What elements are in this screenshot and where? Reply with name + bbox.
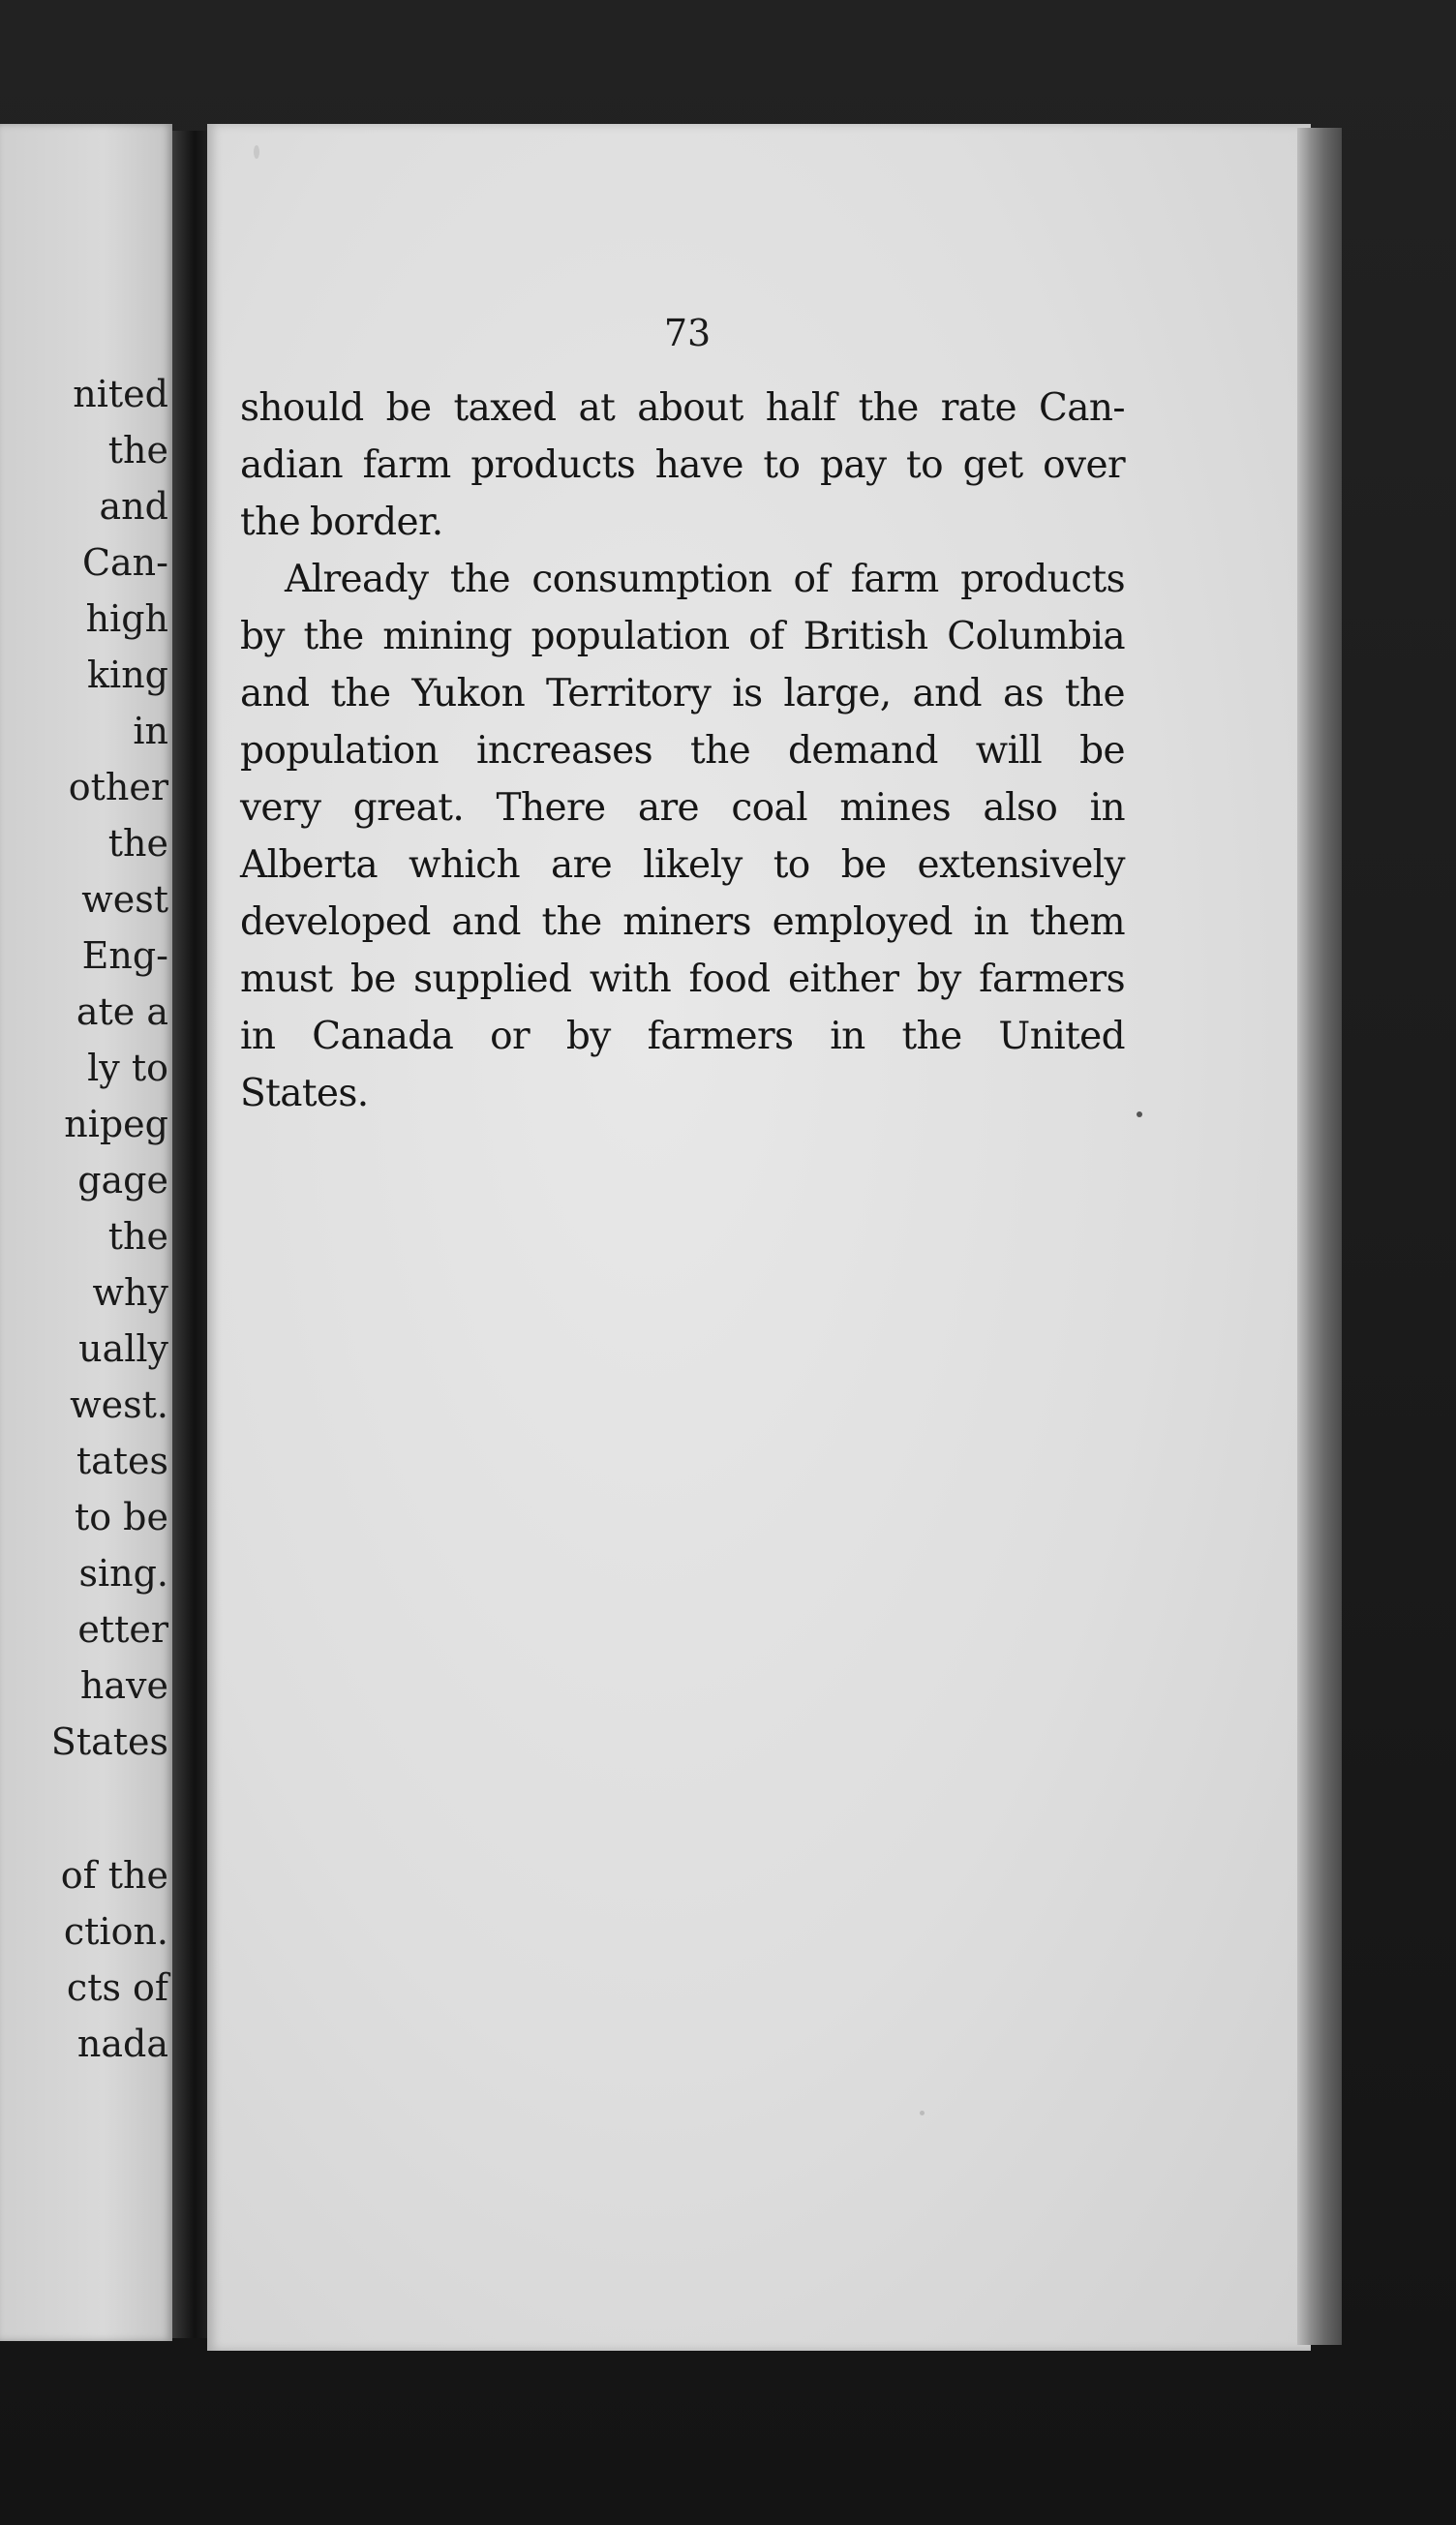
previous-page-line: gage	[77, 1159, 168, 1202]
previous-page-line: tates	[76, 1440, 168, 1482]
text-line: the border.	[240, 501, 443, 544]
previous-page-line: other	[68, 766, 168, 808]
previous-page-line: ually	[78, 1327, 168, 1370]
previous-page-line: of the	[60, 1854, 168, 1897]
previous-page-fragment	[0, 124, 172, 2341]
previous-page-line: why	[92, 1271, 168, 1314]
text-line: very great. There are coal mines also in	[240, 786, 1125, 830]
dust-speck	[1137, 1111, 1142, 1117]
previous-page-line: Can-	[81, 541, 168, 584]
previous-page-line: ate a	[76, 990, 168, 1033]
dust-speck	[254, 145, 259, 159]
previous-page-line: have	[79, 1664, 168, 1707]
previous-page-line: cts of	[66, 1966, 168, 2009]
previous-page-line: nada	[76, 2023, 168, 2065]
previous-page-line: ction.	[63, 1910, 168, 1953]
dust-speck	[920, 2111, 925, 2115]
previous-page-line: west	[81, 878, 168, 921]
previous-page-line: the	[107, 429, 168, 472]
previous-page-line: and	[99, 485, 168, 528]
text-line: should be taxed at about half the rate Can-	[240, 386, 1125, 430]
body-text	[240, 380, 1125, 1122]
page-number: 73	[663, 312, 712, 354]
text-line: by the mining population of British Columbia	[240, 615, 1125, 658]
text-line: and the Yukon Territory is large, and as the	[240, 672, 1125, 715]
text-line: population increases the demand will be	[240, 729, 1125, 773]
previous-page-line: king	[87, 654, 168, 696]
text-line: developed and the miners employed in them	[240, 900, 1125, 944]
paragraph	[240, 380, 1125, 551]
page-edge	[1297, 128, 1342, 2345]
previous-page-line: ly to	[87, 1047, 168, 1089]
text-line: States.	[240, 1072, 369, 1115]
previous-page-line: sing.	[78, 1552, 168, 1595]
text-line: must be supplied with food either by farmers	[240, 958, 1125, 1001]
previous-page-line: the	[107, 1215, 168, 1258]
text-line: Already the consumption of farm products	[285, 558, 1125, 601]
previous-page-line: nited	[73, 373, 168, 415]
text-line: Alberta which are likely to be extensively	[240, 843, 1125, 887]
previous-page-line: etter	[77, 1608, 168, 1651]
text-line: in Canada or by farmers in the United	[240, 1015, 1125, 1058]
paragraph	[240, 551, 1125, 1122]
previous-page-line: high	[85, 597, 168, 640]
previous-page-line: to be	[74, 1496, 168, 1538]
previous-page-line: Eng-	[81, 934, 168, 977]
previous-page-line: the	[107, 822, 168, 865]
previous-page-line: in	[133, 710, 168, 752]
previous-page-line: States	[50, 1720, 168, 1763]
text-line: adian farm products have to pay to get over	[240, 443, 1125, 487]
previous-page-line: west.	[70, 1384, 168, 1426]
previous-page-line: nipeg	[64, 1103, 168, 1145]
